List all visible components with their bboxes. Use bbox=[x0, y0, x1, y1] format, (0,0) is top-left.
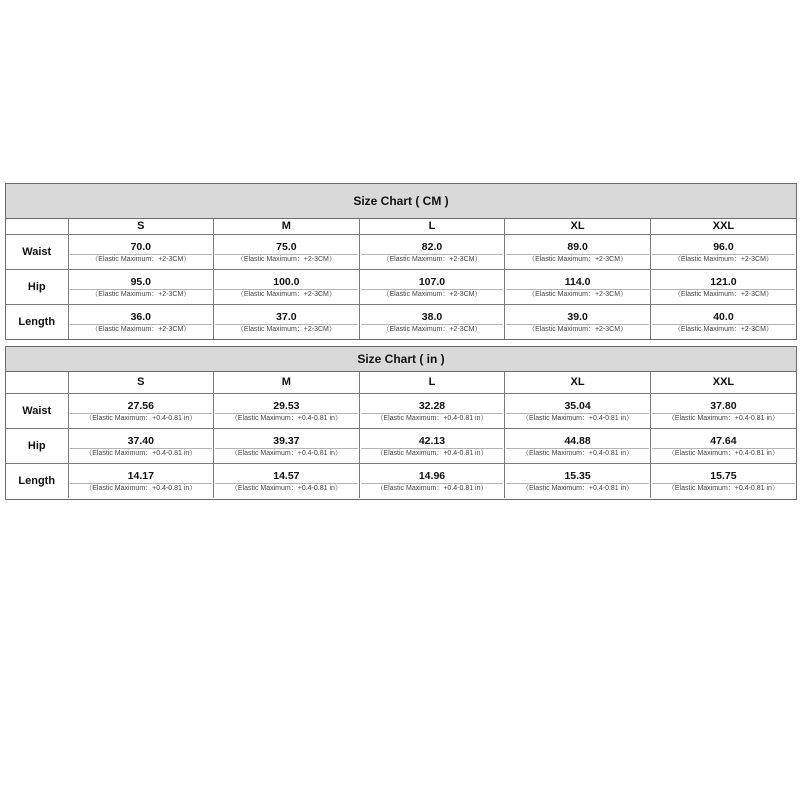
elastic-note: （Elastic Maximum：+0.4-0.81 in） bbox=[70, 483, 213, 493]
elastic-note: （Elastic Maximum：+0.4-0.81 in） bbox=[361, 483, 504, 493]
table-cell bbox=[505, 428, 651, 463]
cell-value: 47.64 bbox=[710, 434, 737, 447]
table-cell bbox=[68, 463, 214, 498]
size-chart-in bbox=[5, 346, 797, 500]
elastic-note: （Elastic Maximum：+2-3CM） bbox=[652, 324, 795, 334]
table-cell bbox=[650, 428, 796, 463]
table-cell bbox=[68, 393, 214, 428]
elastic-note: （Elastic Maximum：+2-3CM） bbox=[506, 289, 649, 299]
elastic-note: （Elastic Maximum：+0.4-0.81 in） bbox=[361, 448, 504, 458]
table-cell bbox=[68, 304, 214, 339]
cell-value: 37.80 bbox=[710, 399, 737, 412]
size-header-m: M bbox=[214, 372, 360, 393]
table-cell bbox=[68, 269, 214, 304]
table-cell bbox=[650, 463, 796, 498]
size-header-xl: XL bbox=[505, 219, 651, 234]
corner-cell bbox=[6, 372, 68, 393]
table-cell bbox=[505, 304, 651, 339]
cell-value: 15.75 bbox=[710, 469, 737, 482]
cell-value: 14.17 bbox=[127, 469, 154, 482]
table-cell bbox=[214, 304, 360, 339]
table-cell bbox=[359, 428, 505, 463]
elastic-note: （Elastic Maximum：+0.4-0.81 in） bbox=[361, 413, 504, 423]
cell-value: 114.0 bbox=[564, 275, 591, 288]
table-cell bbox=[68, 234, 214, 269]
table-cell bbox=[505, 234, 651, 269]
elastic-note: （Elastic Maximum：+2-3CM） bbox=[652, 254, 795, 264]
cell-value: 42.13 bbox=[418, 434, 446, 447]
size-table bbox=[6, 372, 796, 498]
table-cell bbox=[359, 269, 505, 304]
elastic-note: （Elastic Maximum：+2-3CM） bbox=[215, 254, 358, 264]
row-label: Waist bbox=[6, 234, 68, 269]
chart-title: Size Chart ( CM ) bbox=[6, 184, 796, 219]
cell-value: 121.0 bbox=[710, 275, 737, 288]
table-cell bbox=[650, 393, 796, 428]
cell-value: 39.0 bbox=[567, 310, 588, 323]
elastic-note: （Elastic Maximum：+2-3CM） bbox=[70, 254, 213, 264]
elastic-note: （Elastic Maximum：+2-3CM） bbox=[361, 324, 504, 334]
elastic-note: （Elastic Maximum：+2-3CM） bbox=[70, 289, 213, 299]
cell-value: 32.28 bbox=[418, 399, 446, 412]
elastic-note: （Elastic Maximum：+2-3CM） bbox=[652, 289, 795, 299]
table-cell bbox=[650, 234, 796, 269]
table-cell bbox=[359, 234, 505, 269]
table-row bbox=[6, 463, 796, 498]
elastic-note: （Elastic Maximum：+2-3CM） bbox=[70, 324, 213, 334]
cell-value: 89.0 bbox=[567, 240, 588, 253]
elastic-note: （Elastic Maximum：+2-3CM） bbox=[361, 254, 504, 264]
elastic-note: （Elastic Maximum：+2-3CM） bbox=[215, 289, 358, 299]
table-cell bbox=[505, 463, 651, 498]
elastic-note: （Elastic Maximum：+0.4-0.81 in） bbox=[506, 483, 649, 493]
table-cell bbox=[650, 304, 796, 339]
elastic-note: （Elastic Maximum：+0.4-0.81 in） bbox=[70, 448, 213, 458]
table-row bbox=[6, 428, 796, 463]
cell-value: 95.0 bbox=[130, 275, 152, 288]
size-table bbox=[6, 219, 796, 339]
row-label: Length bbox=[6, 304, 68, 339]
elastic-note: （Elastic Maximum：+2-3CM） bbox=[215, 324, 358, 334]
cell-value: 27.56 bbox=[127, 399, 154, 412]
elastic-note: （Elastic Maximum：+0.4-0.81 in） bbox=[215, 483, 358, 493]
cell-value: 44.88 bbox=[564, 434, 591, 447]
size-header-m: M bbox=[214, 219, 360, 234]
table-cell bbox=[214, 463, 360, 498]
table-cell bbox=[650, 269, 796, 304]
elastic-note: （Elastic Maximum：+2-3CM） bbox=[506, 324, 649, 334]
cell-value: 37.40 bbox=[127, 434, 154, 447]
table-cell bbox=[214, 269, 360, 304]
row-label: Hip bbox=[6, 269, 68, 304]
cell-value: 36.0 bbox=[130, 310, 152, 323]
table-row bbox=[6, 304, 796, 339]
table-cell bbox=[359, 304, 505, 339]
elastic-note: （Elastic Maximum：+0.4-0.81 in） bbox=[70, 413, 213, 423]
size-header-xxl: XXL bbox=[650, 219, 796, 234]
elastic-note: （Elastic Maximum：+2-3CM） bbox=[506, 254, 649, 264]
size-header-xxl: XXL bbox=[650, 372, 796, 393]
size-header-xl: XL bbox=[505, 372, 651, 393]
table-row bbox=[6, 393, 796, 428]
cell-value: 82.0 bbox=[421, 240, 443, 253]
cell-value: 15.35 bbox=[564, 469, 591, 482]
elastic-note: （Elastic Maximum：+0.4-0.81 in） bbox=[652, 448, 795, 458]
cell-value: 107.0 bbox=[418, 275, 446, 288]
cell-value: 40.0 bbox=[713, 310, 734, 323]
cell-value: 96.0 bbox=[713, 240, 734, 253]
elastic-note: （Elastic Maximum：+0.4-0.81 in） bbox=[215, 413, 358, 423]
cell-value: 37.0 bbox=[276, 310, 297, 323]
cell-value: 29.53 bbox=[273, 399, 300, 412]
table-cell bbox=[214, 393, 360, 428]
elastic-note: （Elastic Maximum：+0.4-0.81 in） bbox=[506, 413, 649, 423]
table-row bbox=[6, 269, 796, 304]
size-header-l: L bbox=[359, 219, 505, 234]
row-label: Waist bbox=[6, 393, 68, 428]
row-label: Hip bbox=[6, 428, 68, 463]
table-cell bbox=[214, 428, 360, 463]
size-header-s: S bbox=[68, 372, 214, 393]
elastic-note: （Elastic Maximum：+0.4-0.81 in） bbox=[215, 448, 358, 458]
elastic-note: （Elastic Maximum：+2-3CM） bbox=[361, 289, 504, 299]
table-cell bbox=[68, 428, 214, 463]
row-label: Length bbox=[6, 463, 68, 498]
table-cell bbox=[359, 463, 505, 498]
table-cell bbox=[505, 269, 651, 304]
table-cell bbox=[214, 234, 360, 269]
chart-title: Size Chart ( in ) bbox=[6, 347, 796, 372]
cell-value: 35.04 bbox=[564, 399, 591, 412]
elastic-note: （Elastic Maximum：+0.4-0.81 in） bbox=[652, 413, 795, 423]
table-cell bbox=[505, 393, 651, 428]
cell-value: 100.0 bbox=[273, 275, 300, 288]
corner-cell bbox=[6, 219, 68, 234]
cell-value: 14.96 bbox=[418, 469, 446, 482]
size-header-l: L bbox=[359, 372, 505, 393]
size-chart-cm bbox=[5, 183, 797, 340]
cell-value: 39.37 bbox=[273, 434, 300, 447]
table-cell bbox=[359, 393, 505, 428]
cell-value: 14.57 bbox=[273, 469, 300, 482]
size-header-row bbox=[6, 372, 796, 393]
cell-value: 70.0 bbox=[130, 240, 152, 253]
size-header-s: S bbox=[68, 219, 214, 234]
elastic-note: （Elastic Maximum：+0.4-0.81 in） bbox=[506, 448, 649, 458]
cell-value: 75.0 bbox=[276, 240, 297, 253]
size-header-row bbox=[6, 219, 796, 234]
elastic-note: （Elastic Maximum：+0.4-0.81 in） bbox=[652, 483, 795, 493]
table-row bbox=[6, 234, 796, 269]
cell-value: 38.0 bbox=[421, 310, 443, 323]
